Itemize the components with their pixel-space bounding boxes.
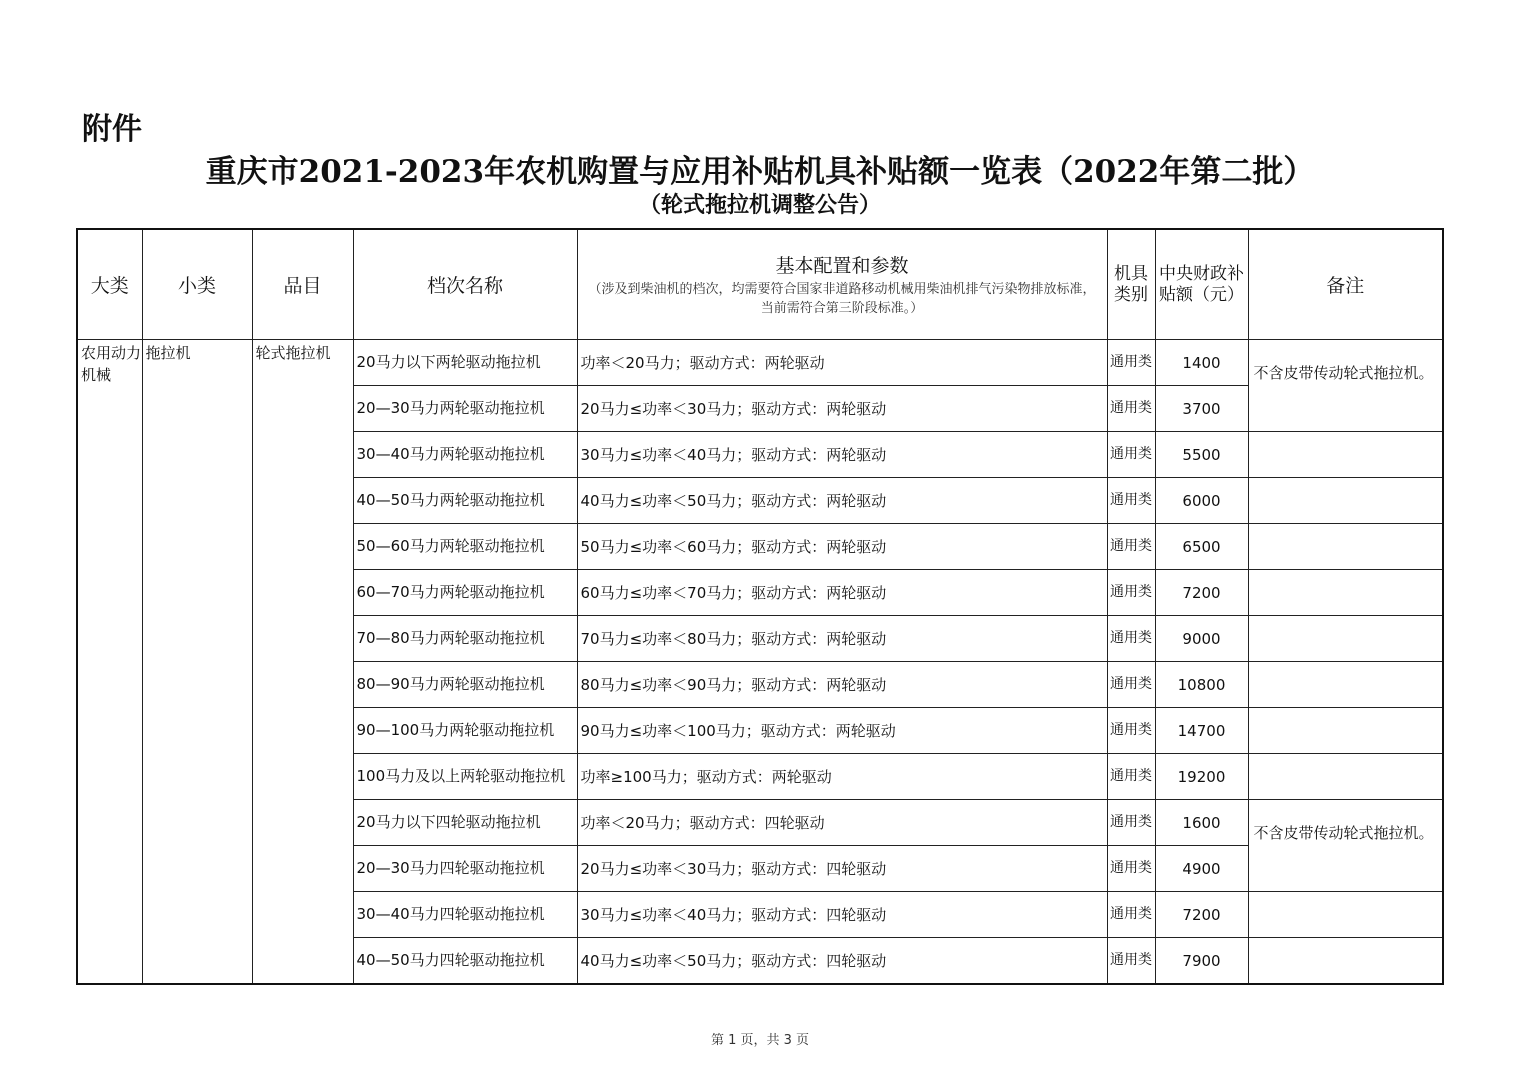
header-config-main: 基本配置和参数 [775,255,909,277]
subsidy-amount-cell: 7200 [1155,892,1248,938]
machine-type-cell: 通用类 [1107,570,1155,616]
subsidy-amount-cell: 1600 [1155,800,1248,846]
config-cell: 功率≥100马力；驱动方式：两轮驱动 [577,754,1107,800]
machine-type-cell: 通用类 [1107,386,1155,432]
header-row [77,229,1443,340]
header-remark: 备注 [1248,229,1443,340]
page-title: 重庆市2021-2023年农机购置与应用补贴机具补贴额一览表（2022年第二批） [205,154,1315,190]
remark-cell: 不含皮带传动轮式拖拉机。 [1248,800,1443,892]
grade-name-cell: 20—30马力两轮驱动拖拉机 [353,386,577,432]
category-cell: 农用动力机械 [77,340,142,985]
subcategory-cell: 拖拉机 [142,340,252,985]
table-row [77,340,1443,386]
machine-type-cell: 通用类 [1107,478,1155,524]
remark-cell: 不含皮带传动轮式拖拉机。 [1248,340,1443,432]
config-cell: 功率＜20马力；驱动方式：两轮驱动 [577,340,1107,386]
config-cell: 80马力≤功率＜90马力；驱动方式：两轮驱动 [577,662,1107,708]
config-cell: 30马力≤功率＜40马力；驱动方式：两轮驱动 [577,432,1107,478]
machine-type-cell: 通用类 [1107,616,1155,662]
item-cell: 轮式拖拉机 [252,340,353,985]
config-cell: 20马力≤功率＜30马力；驱动方式：四轮驱动 [577,846,1107,892]
header-subsidy: 中央财政补贴额（元） [1155,229,1248,340]
grade-name-cell: 20马力以下两轮驱动拖拉机 [353,340,577,386]
grade-name-cell: 40—50马力两轮驱动拖拉机 [353,478,577,524]
subsidy-amount-cell: 9000 [1155,616,1248,662]
remark-cell-empty [1248,708,1443,754]
subsidy-amount-cell: 6000 [1155,478,1248,524]
grade-name-cell: 70—80马力两轮驱动拖拉机 [353,616,577,662]
machine-type-cell: 通用类 [1107,938,1155,985]
grade-name-cell: 90—100马力两轮驱动拖拉机 [353,708,577,754]
machine-type-cell: 通用类 [1107,846,1155,892]
config-cell: 30马力≤功率＜40马力；驱动方式：四轮驱动 [577,892,1107,938]
header-config [577,229,1107,340]
header-category: 大类 [77,229,142,340]
machine-type-cell: 通用类 [1107,754,1155,800]
table-body [77,340,1443,985]
subsidy-amount-cell: 6500 [1155,524,1248,570]
config-cell: 功率＜20马力；驱动方式：四轮驱动 [577,800,1107,846]
remark-cell-empty [1248,754,1443,800]
attachment-label: 附件 [82,112,142,147]
header-machine-type: 机具类别 [1107,229,1155,340]
grade-name-cell: 20马力以下四轮驱动拖拉机 [353,800,577,846]
machine-type-cell: 通用类 [1107,892,1155,938]
grade-name-cell: 20—30马力四轮驱动拖拉机 [353,846,577,892]
subsidy-amount-cell: 3700 [1155,386,1248,432]
subsidy-amount-cell: 14700 [1155,708,1248,754]
config-cell: 20马力≤功率＜30马力；驱动方式：两轮驱动 [577,386,1107,432]
subsidy-amount-cell: 10800 [1155,662,1248,708]
config-cell: 60马力≤功率＜70马力；驱动方式：两轮驱动 [577,570,1107,616]
header-subcategory: 小类 [142,229,252,340]
subsidy-amount-cell: 7900 [1155,938,1248,985]
subsidy-amount-cell: 5500 [1155,432,1248,478]
machine-type-cell: 通用类 [1107,662,1155,708]
config-cell: 40马力≤功率＜50马力；驱动方式：两轮驱动 [577,478,1107,524]
machine-type-cell: 通用类 [1107,340,1155,386]
remark-cell-empty [1248,662,1443,708]
grade-name-cell: 50—60马力两轮驱动拖拉机 [353,524,577,570]
config-cell: 90马力≤功率＜100马力；驱动方式：两轮驱动 [577,708,1107,754]
header-grade-name: 档次名称 [353,229,577,340]
page-footer: 第 1 页，共 3 页 [710,1033,810,1048]
subsidy-amount-cell: 7200 [1155,570,1248,616]
grade-name-cell: 40—50马力四轮驱动拖拉机 [353,938,577,985]
grade-name-cell: 30—40马力两轮驱动拖拉机 [353,432,577,478]
remark-cell-empty [1248,524,1443,570]
grade-name-cell: 100马力及以上两轮驱动拖拉机 [353,754,577,800]
remark-cell-empty [1248,570,1443,616]
machine-type-cell: 通用类 [1107,708,1155,754]
subsidy-amount-cell: 19200 [1155,754,1248,800]
config-cell: 40马力≤功率＜50马力；驱动方式：四轮驱动 [577,938,1107,985]
page-subtitle: （轮式拖拉机调整公告） [638,192,881,218]
grade-name-cell: 30—40马力四轮驱动拖拉机 [353,892,577,938]
header-item: 品目 [252,229,353,340]
grade-name-cell: 60—70马力两轮驱动拖拉机 [353,570,577,616]
remark-cell-empty [1248,478,1443,524]
config-cell: 70马力≤功率＜80马力；驱动方式：两轮驱动 [577,616,1107,662]
remark-cell-empty [1248,892,1443,938]
subsidy-amount-cell: 4900 [1155,846,1248,892]
config-cell: 50马力≤功率＜60马力；驱动方式：两轮驱动 [577,524,1107,570]
remark-cell-empty [1248,616,1443,662]
header-config-note: （涉及到柴油机的档次，均需要符合国家非道路移动机械用柴油机排气污染物排放标准，当前需符合第三阶段标准。） [588,282,1096,316]
machine-type-cell: 通用类 [1107,432,1155,478]
grade-name-cell: 80—90马力两轮驱动拖拉机 [353,662,577,708]
subsidy-amount-cell: 1400 [1155,340,1248,386]
machine-type-cell: 通用类 [1107,800,1155,846]
subsidy-table [76,228,1444,985]
machine-type-cell: 通用类 [1107,524,1155,570]
remark-cell-empty [1248,432,1443,478]
remark-cell-empty [1248,938,1443,985]
